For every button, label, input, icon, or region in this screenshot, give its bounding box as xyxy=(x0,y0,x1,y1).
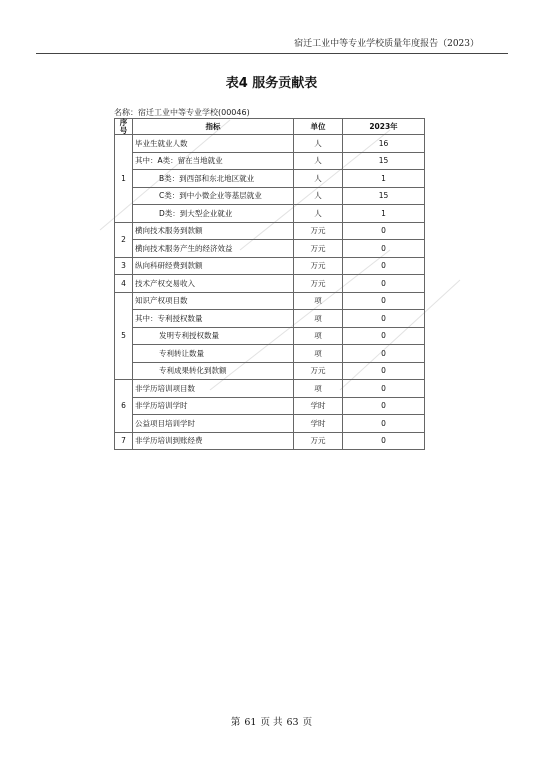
header-unit: 单位 xyxy=(294,119,343,135)
table-row xyxy=(115,187,425,205)
indicator-text: 非学历培训到账经费 xyxy=(135,436,203,445)
indicator-text: D类：到大型企业就业 xyxy=(159,208,233,218)
row-seq-cell: 5 xyxy=(115,292,133,380)
row-unit-cell: 万元 xyxy=(294,362,343,380)
indicator-text: C类：到中小微企业等基层就业 xyxy=(159,191,262,200)
row-value-cell: 0 xyxy=(343,310,425,328)
row-unit-cell: 万元 xyxy=(294,257,343,275)
row-indicator-cell xyxy=(133,135,294,153)
table-row xyxy=(115,222,425,240)
row-unit-cell: 万元 xyxy=(294,275,343,293)
table-row xyxy=(115,240,425,258)
row-unit-cell: 万元 xyxy=(294,222,343,240)
row-unit-cell: 人 xyxy=(294,205,343,223)
table-row xyxy=(115,327,425,345)
row-seq-cell: 7 xyxy=(115,432,133,450)
row-indicator-cell xyxy=(133,397,294,415)
row-indicator-cell xyxy=(133,327,294,345)
row-unit-cell: 项 xyxy=(294,345,343,363)
row-indicator-cell xyxy=(133,292,294,310)
row-unit-cell: 项 xyxy=(294,327,343,345)
row-indicator-cell xyxy=(133,345,294,363)
footer-total-pages: 63 xyxy=(286,717,299,728)
row-indicator-cell xyxy=(133,415,294,433)
row-indicator-cell xyxy=(133,205,294,223)
header-seq: 序号 xyxy=(115,119,133,135)
row-indicator-cell xyxy=(133,380,294,398)
table-body xyxy=(115,135,425,450)
header-rule xyxy=(36,53,508,54)
row-unit-cell: 人 xyxy=(294,187,343,205)
school-name: 名称：宿迁工业中等专业学校(00046) xyxy=(114,108,250,117)
row-indicator-cell xyxy=(133,222,294,240)
row-value-cell: 0 xyxy=(343,240,425,258)
table-row xyxy=(115,275,425,293)
row-value-cell: 0 xyxy=(343,222,425,240)
footer-mid: 页 共 xyxy=(260,717,283,728)
row-unit-cell: 人 xyxy=(294,170,343,188)
row-indicator-cell xyxy=(133,310,294,328)
row-indicator-cell xyxy=(133,170,294,188)
table-row xyxy=(115,292,425,310)
row-value-cell: 0 xyxy=(343,257,425,275)
header-indicator: 指标 xyxy=(133,119,294,135)
table-row xyxy=(115,362,425,380)
table-row xyxy=(115,432,425,450)
table-row xyxy=(115,135,425,153)
table-row xyxy=(115,310,425,328)
row-unit-cell: 学时 xyxy=(294,415,343,433)
row-value-cell: 1 xyxy=(343,205,425,223)
row-value-cell: 0 xyxy=(343,415,425,433)
table-row xyxy=(115,397,425,415)
indicator-text: 专利转让数量 xyxy=(159,348,204,358)
row-seq-cell: 3 xyxy=(115,257,133,275)
page-header: 宿迁工业中等专业学校质量年度报告（2023） xyxy=(294,39,479,49)
indicator-text: B类：到西部和东北地区就业 xyxy=(159,173,255,183)
header-year: 2023年 xyxy=(343,119,425,135)
indicator-text: 毕业生就业人数 xyxy=(135,138,188,148)
row-value-cell: 0 xyxy=(343,432,425,450)
footer-suffix: 页 xyxy=(302,717,313,728)
indicator-text: 公益项目培训学时 xyxy=(135,418,195,428)
row-value-cell: 1 xyxy=(343,170,425,188)
footer-prefix: 第 xyxy=(230,717,241,728)
row-unit-cell: 人 xyxy=(294,135,343,153)
indicator-text: 纵向科研经费到款额 xyxy=(135,261,203,270)
table-row xyxy=(115,170,425,188)
row-indicator-cell xyxy=(133,362,294,380)
service-contribution-table xyxy=(114,118,425,450)
row-value-cell: 15 xyxy=(343,152,425,170)
indicator-text: 非学历培训项目数 xyxy=(135,383,195,393)
indicator-text: 发明专利授权数量 xyxy=(159,331,219,340)
row-seq-cell: 2 xyxy=(115,222,133,257)
row-seq-cell: 4 xyxy=(115,275,133,293)
table-title: 表4 服务贡献表 xyxy=(225,76,318,91)
row-value-cell: 0 xyxy=(343,380,425,398)
row-value-cell: 0 xyxy=(343,292,425,310)
indicator-text: 横向技术服务产生的经济效益 xyxy=(135,243,233,253)
indicator-text: 技术产权交易收入 xyxy=(135,278,195,288)
row-value-cell: 0 xyxy=(343,327,425,345)
row-unit-cell: 项 xyxy=(294,380,343,398)
indicator-text: 其中：A类：留在当地就业 xyxy=(135,156,223,165)
row-seq-cell: 1 xyxy=(115,135,133,223)
row-unit-cell: 学时 xyxy=(294,397,343,415)
table-row xyxy=(115,415,425,433)
row-unit-cell: 万元 xyxy=(294,240,343,258)
table-row xyxy=(115,380,425,398)
row-indicator-cell xyxy=(133,152,294,170)
row-indicator-cell xyxy=(133,275,294,293)
row-indicator-cell xyxy=(133,432,294,450)
row-value-cell: 16 xyxy=(343,135,425,153)
table-row xyxy=(115,345,425,363)
row-unit-cell: 项 xyxy=(294,292,343,310)
row-value-cell: 0 xyxy=(343,345,425,363)
indicator-text: 非学历培训学时 xyxy=(135,401,188,410)
table-row xyxy=(115,152,425,170)
footer-page-number: 61 xyxy=(244,717,257,728)
row-value-cell: 0 xyxy=(343,362,425,380)
table-row xyxy=(115,205,425,223)
indicator-text: 其中：专利授权数量 xyxy=(135,313,203,323)
indicator-text: 横向技术服务到款额 xyxy=(135,226,203,235)
indicator-text: 专利成果转化到款额 xyxy=(159,366,227,375)
row-value-cell: 0 xyxy=(343,397,425,415)
table-header-row xyxy=(115,119,425,135)
row-seq-cell: 6 xyxy=(115,380,133,433)
page-footer xyxy=(0,714,543,728)
row-unit-cell: 项 xyxy=(294,310,343,328)
row-unit-cell: 万元 xyxy=(294,432,343,450)
row-unit-cell: 人 xyxy=(294,152,343,170)
table-row xyxy=(115,257,425,275)
row-value-cell: 15 xyxy=(343,187,425,205)
indicator-text: 知识产权项目数 xyxy=(135,296,188,305)
row-indicator-cell xyxy=(133,187,294,205)
row-value-cell: 0 xyxy=(343,275,425,293)
row-indicator-cell xyxy=(133,240,294,258)
row-indicator-cell xyxy=(133,257,294,275)
